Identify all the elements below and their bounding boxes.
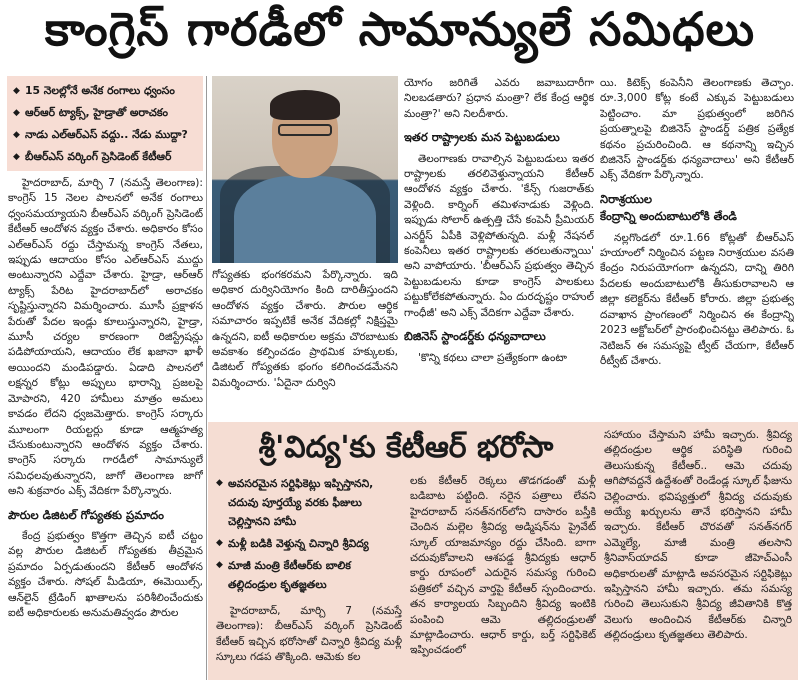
subheading: నిరాశ్రయుల [600, 191, 652, 206]
column-divider [206, 76, 207, 680]
sidebar-story-col3 [604, 428, 792, 680]
article-paragraph: తెలంగాణకు రావాల్సిన పెట్టుబడులు ఇతర రాష్ట్రాలకు తరలివెళ్తున్నాయని కేటీఆర్ ఆందోళన వ్యక్తం చేశారు. 'కేన్స్ గుజరాత్‌కు వెళ్లింది. కార్నింగ్ తమిళనాడుకు వెళ్లింది. ఇప్పుడు సోలార్ ఉత్పత్తి చేసే కంపెనీ ప్రీమియర్ ఎనర్జీస్ ఏపీకి వెళ్లిపోతున్నది. మళ్లీ నేషనల్ కంపెనీలు ఇతర రాష్ట్రాలకు తరలుతున్నాయి' అని వాపోయారు. 'బీఆర్ఎస్ ప్రభుత్వం తెచ్చిన పెట్టుబడులను కూడా కాంగ్రెస్ పాలకులు పట్టుకోలేకపోతున్నారు. ఏం దురదృష్టం రాహుల్ గాంధీజీ' అని ఎక్స్ వేదికగా ఎద్దేవా చేశారు. [404, 152, 594, 319]
article-paragraph: 'కొన్ని కథలు చాలా ప్రత్యేకంగా ఉంటా [418, 351, 567, 364]
article-paragraph: యి. కిటెక్స్ కంపెనీని తెలంగాణకు తెచ్చాం. రూ.3,000 కోట్ల కంటే ఎక్కువ పెట్టుబడులు పెట్టించాం. మా ప్రభుత్వంలో జరిగిన ప్రయత్నాలపై బిజినెస్ స్టాండర్డ్ పత్రిక ప్రత్యేక కథనం ప్రచురించింది. ఆ కథనాన్ని ఇచ్చిన బిజినెస్ స్టాండర్డ్‌కు ధన్యవాదాలు' అని కేటీఆర్ ఎక్స్ వేదికగా పేర్కొన్నారు. [600, 77, 794, 182]
sidebar-story-lead [216, 604, 402, 680]
article-paragraph: హైదరాబాద్, మార్చి 7 (నమస్తే తెలంగాణ): కాంగ్రెస్ 15 నెలల పాలనలో అనేక రంగాలు ధ్వంసమయ్యాయని బీఆర్ఎస్ వర్కింగ్ ప్రెసిడెంట్ కేటీఆర్ ఆందోళన వ్యక్తం చేశారు. అధికారం కోసం ఎల్ఆర్ఎస్ రద్దు చేస్తామన్న కాంగ్రెస్ నేతలు, ఇప్పుడు ఆదాయం కోసం ఎల్ఆర్ఎస్ ముద్దు అంటున్నారని ఎద్దేవా చేశారు. హైడ్రా, ఆర్ఆర్ ట్యాక్స్ పేరిట హైదరాబాద్‌లో అరాచకం సృష్టిస్తున్నారని విమర్శించారు. మూసీ ప్రక్షాళన పేరుతో పేదల ఇండ్లు కూలుస్తున్నారని, హైడ్రా, మూసీ చర్యల కారణంగా రిజిస్ట్రేషన్లు పడిపోయాయని, ఆదాయం లేక ఖజానా ఖాళీ అయిందని మండిపడ్డారు. ఏడాది పాలనలో లక్షన్నర కోట్లు అప్పులు భారాన్ని ప్రజలపై మోపారని, 420 హామీలు మాత్రం అమలు కావడం లేదని ధ్వజమెత్తారు. కాంగ్రెస్ సర్కారు మూలంగా రియల్టర్లు కూడా ఆత్మహత్య చేసుకుంటున్నారని ఆందోళన వ్యక్తం చేశారు. కాంగ్రెస్ సర్కారు గారడీలో సామాన్యులే సమిధలవుతున్నారని, జాగో తెలంగాణ జాగో అని శుక్రవారం ఎక్స్ వేదికగా పేర్కొన్నారు. [8, 177, 203, 498]
highlight-item: ◆ ఆర్ఆర్ ట్యాక్స్, హైడ్రాతో అరాచకం [13, 102, 197, 124]
sidebar-story-title: శ్రీ'విద్య'కు కేటీఆర్ భరోసా [258, 430, 554, 465]
article-paragraph: కేంద్ర ప్రభుత్వం కొత్తగా తెచ్చిన ఐటీ చట్టం వల్ల పౌరుల డిజిటల్ గోప్యతకు తీవ్రమైన ప్రమాదం ఏర్పడుతుందని కేటీఆర్ ఆందోళన వ్యక్తం చేశారు. సోషల్ మీడియా, ఈమెయిల్స్, ఆన్‌లైన్ ట్రేడింగ్ ఖాతాలను పరిశీలించేందుకు ఐటీ అధికారులకు అనుమతివ్వడం పౌరుల [8, 529, 203, 619]
highlight-item: ◆ బీఆర్ఎస్ వర్కింగ్ ప్రెసిడెంట్ కేటీఆర్ [13, 146, 197, 168]
column-1 [8, 176, 203, 681]
highlight-item: ◆ మళ్లీ బడికి వెళ్తున్న చిన్నారి శ్రీవిద్య [216, 534, 402, 553]
portrait-photo [212, 76, 398, 263]
article-paragraph: గోప్యతకు భంగకరమని పేర్కొన్నారు. ఇది అధికార దుర్వినియోగం కింది దారితీస్తుందని ఆందోళన వ్యక్తం చేశారు. పౌరుల ఆర్థిక సమాచారం ఇప్పటికే అనేక వేదికల్లో నిక్షిప్తమై ఉన్నదని, ఐటీ అధికారుల అక్రమ చొరబాటుకు అవకాశం కల్పించడం ప్రాథమిక హక్కులకు, డిజిటల్ గోప్యతకు భంగం కలిగించడమేనని విమర్శించారు. 'ఏదైనా దుర్విని [212, 269, 398, 389]
sidebar-story-col2 [410, 474, 596, 680]
column-3 [404, 76, 594, 420]
highlight-item: ◆ మాజీ మంత్రి కేటీఆర్‌కు బాలిక తల్లిదండ్రుల కృతజ్ఞతలు [216, 556, 402, 594]
subheading: కేంద్రాన్ని అందుబాటులోకి తేండి [600, 209, 737, 224]
article-paragraph: లకు కేటీఆర్ రెక్కలు తొడగడంతో మళ్లీ బడిబాట పట్టింది. నరైన పత్రాలు లేవని హైదరాబాద్ సనత్‌నగర్‌లోని దాసారం బస్తీకి చెందిన మల్లెల శ్రీవిద్య అడ్మిషన్‌ను ప్రైవేట్ స్కూల్ యాజమాన్యం రద్దు చేసింది. బాగా చదువుకోవాలని ఆశపడ్డ శ్రీవిద్యకు ఆధార్ కార్డు రూపంలో ఎదురైన సమస్య గురించి పత్రికలో వచ్చిన వార్తపై కేటీఆర్ స్పందించారు. తన కార్యాలయ సిబ్బందిని శ్రీవిద్య ఇంటికి పంపించి ఆమె తల్లిదండ్రులతో మాట్లాడించారు. ఆధార్ కార్డు, బర్త్ సర్టిఫికెట్ ఇప్పించడంలో [410, 475, 596, 657]
article-paragraph: యోగం జరిగితే ఎవరు జవాబుదారీగా నిలబడతారు? ప్రధాన మంత్రా? లేక కేంద్ర ఆర్థిక మంత్రా?' అని నిలదీశారు. [404, 77, 594, 120]
article-paragraph: నల్లగొండలో రూ.1.66 కోట్లతో బీఆర్ఎస్ హయాంలో నిర్మించిన పట్టణ నిరాశ్రయుల వసతి కేంద్రం నిరుపయోగంగా ఉన్నదని, దాన్ని తిరిగి పేదలకు అందుబాటులోకి తీసుకురావాలని ఆ జిల్లా కలెక్టర్‌ను కేటీఆర్ కోరారు. జిల్లా ప్రభుత్వ దవాఖాన ప్రాంగణంలో నిర్మించిన ఈ కేంద్రాన్ని 2023 అక్టోబర్‌లో ప్రారంభించినట్టు తెలిపారు. ఓ నెటిజన్ ఈ సమస్యపై ట్వీట్ చేయగా, కేటీఆర్ రీట్వీట్ చేశారు. [600, 231, 794, 367]
subheading: పౌరుల డిజిటల్ గోప్యతకు ప్రమాదం [8, 507, 165, 522]
subheading: బిజినెస్ స్టాండర్డ్‌కు ధన్యవాదాలు [404, 329, 546, 344]
article-paragraph: సహాయం చేస్తామని హామీ ఇచ్చారు. శ్రీవిద్య తల్లిదండ్రుల ఆర్థిక పరిస్థితి గురించి తెలుసుకున్న కేటీఆర్.. ఆమె చదువు ఆగిపోవద్దనే ఉద్దేశంతో రెండేండ్ల స్కూల్ ఫీజును చెల్లించారు. భవిష్యత్తులో శ్రీవిద్య చదువుకు అయ్యే ఖర్చులను తానే భరిస్తానని హామీ ఇచ్చారు. కేటీఆర్ చొరవతో సనత్‌నగర్ ఎమ్మెల్యే, మాజీ మంత్రి తలసాని శ్రీనివాస్‌యాదవ్ కూడా జీహెచ్ఎంసీ అధికారులతో మాట్లాడి అవసరమైన సర్టిఫికెట్లు ఇప్పిస్తానని హామీ ఇచ్చారు. తమ సమస్య గురించి తెలుసుకుని శ్రీవిద్య జీవితానికి కొత్త వెలుగు అందించిన కేటీఆర్‌కు చిన్నారి తల్లిదండ్రులు కృతజ్ఞతలు తెలిపారు. [604, 429, 792, 642]
column-4 [600, 76, 794, 420]
column-2 [212, 268, 398, 418]
page-headline: కాంగ్రెస్ గారడీలో సామాన్యులే సమిధలు [44, 2, 756, 56]
subheading: ఇతర రాష్ట్రాలకు మన పెట్టుబడులు [404, 130, 560, 145]
highlight-item: ◆ నాడు ఎల్ఆర్ఎస్ వద్దు.. నేడు ముద్దా? [13, 124, 197, 146]
sidebar-story-highlights [216, 474, 402, 597]
article-paragraph: హైదరాబాద్, మార్చి 7 (నమస్తే తెలంగాణ): బీఆర్ఎస్ వర్కింగ్ ప్రెసిడెంట్ కేటీఆర్ ఇచ్చిన భరోసాతో చిన్నారి శ్రీవిద్య మళ్లీ స్కూలు గడప తొక్కింది. ఆమెకు కల [216, 605, 402, 664]
highlight-item: ◆ అవసరమైన సర్టిఫికెట్లు ఇప్పిస్తానని, చదువు పూర్తయ్యే వరకు ఫీజులు చెల్లిస్తానని హామీ [216, 474, 402, 531]
highlights-box [7, 76, 203, 171]
highlight-item: ◆ 15 నెలల్లోనే అనేక రంగాలు ధ్వంసం [13, 80, 197, 102]
